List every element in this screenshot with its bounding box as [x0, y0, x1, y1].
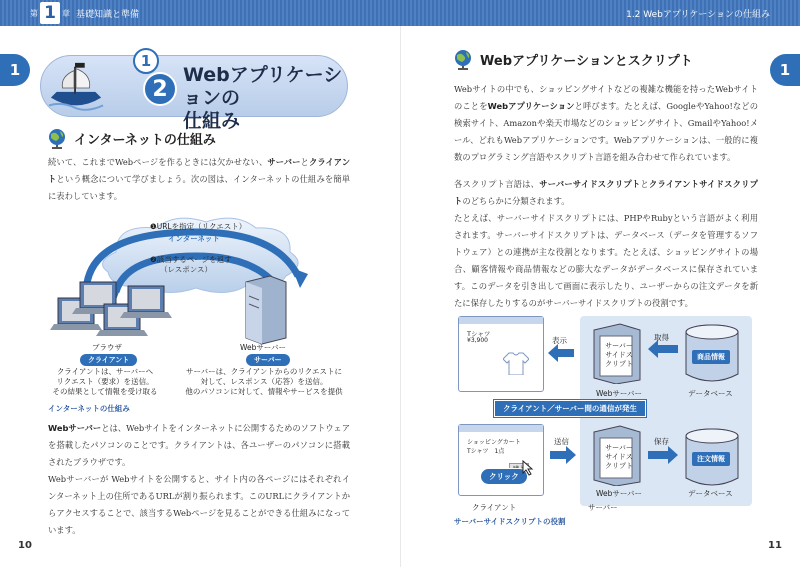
- server-icon: [246, 276, 286, 344]
- text-run: と: [640, 179, 649, 189]
- server-desc-line: 対して、レスポンス（応答）を送信。: [200, 377, 328, 386]
- right-paragraph-2: [454, 176, 758, 210]
- globe-icon: [452, 48, 474, 70]
- left-figure-caption: インターネットの仕組み: [48, 404, 130, 413]
- product-info-badge: 商品情報: [692, 350, 730, 364]
- chapter-marker: [30, 2, 139, 24]
- left-paragraph-2: [48, 420, 350, 471]
- section-number-small: 1: [133, 48, 159, 74]
- side-tab-right: 1: [770, 54, 800, 86]
- text-run: 各スクリプト言語は、: [454, 179, 540, 189]
- right-figure-caption: サーバーサイドスクリプトの役割: [454, 517, 566, 526]
- script-label-top: サーバーサイドスクリプト: [605, 342, 633, 368]
- shop-window: [458, 316, 544, 392]
- serverside-diagram: [452, 310, 754, 512]
- response-label-1: ❷該当するページを返す: [150, 255, 232, 264]
- right-heading-text: Webアプリケーションとスクリプト: [480, 53, 693, 69]
- server-badge: サーバー: [246, 354, 290, 366]
- click-badge: クリック: [480, 468, 528, 485]
- side-tab-left: 1: [0, 54, 30, 86]
- chapter-number: 1: [40, 2, 60, 24]
- order-info-badge: 注文情報: [692, 452, 730, 466]
- section-number-large: 2: [143, 72, 177, 106]
- section-reference: 1.2 Webアプリケーションの仕組み: [626, 10, 770, 20]
- page-number-left: 10: [18, 540, 32, 551]
- save-arrow: [648, 446, 678, 464]
- text-run: とは、Webサイトをインターネットに公開するためのソフトウェアを搭載したパソコンのことです。クライアントは、各ユーザーのパソコンに搭載されたブラウザです。: [48, 423, 350, 467]
- shop-price: ¥3,900: [467, 337, 488, 344]
- internet-label: インターネット: [168, 234, 220, 243]
- request-label: ❶URLを指定（リクエスト）: [150, 222, 247, 231]
- section-title: [183, 64, 353, 133]
- term-client: クライアント: [48, 157, 350, 184]
- left-heading-text: インターネットの仕組み: [74, 132, 216, 148]
- text-run: という概念について学びましょう。次の図は、インターネットの仕組みを簡単に表わしています。: [48, 174, 350, 201]
- database-label-bottom: データベース: [688, 489, 733, 498]
- term-webapp: Webアプリケーション: [487, 101, 575, 111]
- database-label-top: データベース: [688, 389, 733, 398]
- chapter-title: 基礎知識と準備: [76, 9, 140, 20]
- client-description: [50, 367, 160, 397]
- display-label: 表示: [552, 336, 567, 345]
- chapter-suffix: 章: [62, 8, 70, 18]
- page-gutter: [400, 26, 401, 567]
- page-number-right: 11: [768, 540, 782, 551]
- cart-title: ショッピングカート: [467, 439, 521, 446]
- text-run: のどちらかに分類されます。: [462, 196, 570, 206]
- client-desc-line: リクエスト（要求）を送信。: [56, 377, 154, 386]
- pirate-ship-icon: [47, 62, 105, 114]
- send-arrow: [550, 446, 576, 464]
- section-banner: [40, 52, 348, 132]
- text-run: と呼びます。たとえば、GoogleやYahoo!などの検索サイト、Amazonや楽天市場などのショッピングサイト、GmailやYahoo!メール、どれもWebアプリケーションです。Webアプリケーションは、一般的に複数のプログラミング言語やスクリプト言語を組み合わせて作られています。: [454, 101, 759, 162]
- client-desc-line: クライアントは、サーバーへ: [56, 367, 154, 376]
- tshirt-icon: [503, 351, 529, 375]
- chapter-prefix: 第: [30, 8, 38, 18]
- webserver-label: Webサーバー: [240, 343, 286, 352]
- client-badge: クライアント: [80, 354, 137, 366]
- term-serverside: サーバーサイドスクリプト: [539, 179, 641, 189]
- script-label-bottom: サーバーサイドスクリプト: [605, 444, 633, 470]
- server-desc-line: 他のパソコンに対して、情報やサービスを提供: [185, 387, 343, 396]
- text-run: と: [300, 157, 309, 167]
- left-paragraph-3: Webサーバーが Webサイトを公開すると、サイト内の各ページにはそれぞれインターネット上の住所であるURLが割り振られます。このURLにクライアントからアクセスすることで、該当するWebページを見ることができる仕組みになっています。: [48, 474, 350, 535]
- term-clientside: クライアントサイドスクリプト: [454, 179, 758, 206]
- webserver-label-bottom: Webサーバー: [596, 489, 642, 498]
- fetch-label: 取得: [654, 333, 669, 342]
- server-desc-line: サーバーは、クライアントからのリクエストに: [185, 367, 343, 376]
- server-label: サーバー: [588, 503, 618, 512]
- cart-item: Tシャツ 1点: [467, 448, 505, 455]
- send-label: 送信: [554, 437, 569, 446]
- communication-banner: クライアント／サーバー間の通信が発生: [494, 400, 646, 417]
- right-paragraph-1: [454, 81, 758, 166]
- response-label-2: （レスポンス）: [160, 265, 213, 274]
- browser-label: ブラウザ: [92, 343, 122, 352]
- laptop-icon: [120, 286, 172, 318]
- right-heading: [452, 48, 693, 70]
- term-server: サーバー: [267, 157, 301, 167]
- left-paragraph-1: [48, 154, 350, 205]
- globe-icon: [46, 127, 68, 149]
- left-heading: [46, 127, 216, 149]
- cursor-icon: [522, 460, 536, 476]
- right-paragraph-3: たとえば、サーバーサイドスクリプトには、PHPやRubyという言語がよく利用されます。サーバーサイドスクリプトは、データベース（データを管理するソフトウェア）との連携が主な役割となります。たとえば、ショッピングサイトの場合、顧客情報や商品情報などの膨大なデータがデータベースに保存されています。このデータを引き出して画面に表示したり、ユーザーからの注文データを新たに保存したりするのがサーバーサイドスクリプトの役割です。: [454, 213, 758, 308]
- term-webserver: Webサーバー: [48, 423, 102, 433]
- running-header: [0, 0, 800, 26]
- client-label: クライアント: [472, 503, 517, 512]
- display-arrow: [548, 344, 574, 362]
- section-title-line1: Webアプリケーションの: [183, 64, 343, 109]
- text-run: 続いて、これまでWebページを作るときには欠かせない、: [48, 157, 268, 167]
- section-title-line2: 仕組み: [183, 110, 241, 132]
- save-label: 保存: [654, 437, 669, 446]
- server-description: [176, 367, 352, 397]
- webserver-label-top: Webサーバー: [596, 389, 642, 398]
- shop-title: Tシャツ: [467, 330, 491, 338]
- text-run: Webサイトの中でも、ショッピングサイトなどの複雑な機能を持ったWebサイトのことを: [454, 84, 758, 111]
- client-desc-line: その結果として情報を受け取る: [52, 387, 158, 396]
